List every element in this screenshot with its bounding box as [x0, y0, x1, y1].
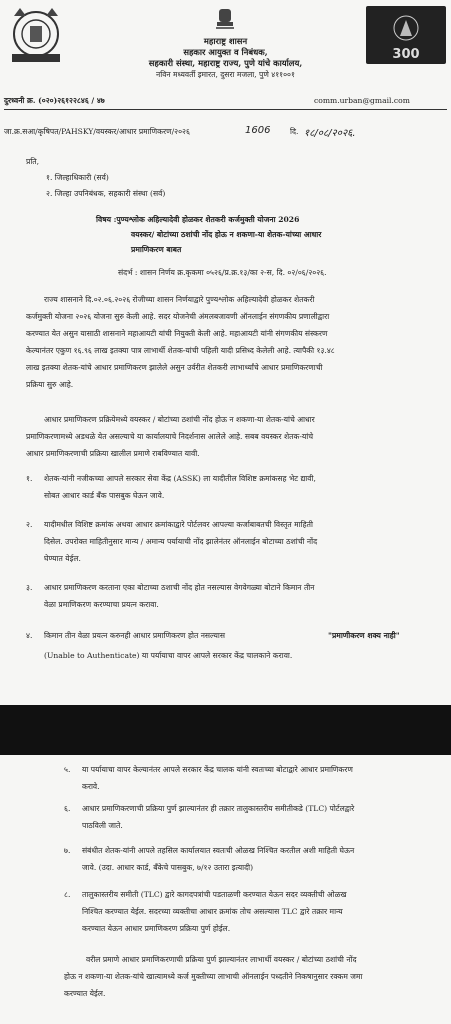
- list-item-line: पाठविली जाते.: [82, 821, 123, 830]
- unable-authenticate-quote: "प्रमाणीकरण शक्य नाही": [328, 631, 400, 640]
- phone-number: दुरध्वनी क्र. (०२०)२६१२२८४६ / ४७: [4, 96, 105, 105]
- para2-line: प्रमाणिकरणामध्ये अडथळे येत असल्याचे या कार्यालयाचे निदर्शनास आलेले आहे. सबब वयस्कर शेतक-यांचे: [26, 432, 314, 441]
- handwritten-date: १८/०८/२०२६.: [304, 128, 356, 139]
- letter-page-2: [0, 755, 451, 1024]
- state-emblem-icon: [213, 6, 237, 34]
- list-item-line: करावे.: [82, 782, 100, 791]
- date-label: दि.: [290, 127, 299, 136]
- reference-line: संदर्भ : शासन निर्णय क्र.कृकमा ०५२६/प्र.क्र.१३/का २-स, दि. ०२/०६/२०२६.: [118, 268, 327, 277]
- govt-name: महाराष्ट्र शासन: [203, 36, 248, 46]
- final-para-line: होऊ न शकणा-या शेतक-यांचे खात्यामध्ये कर्ज मुक्तीच्या लाभाची ऑनलाईन पध्दतीने निकषानुसार रक्कम जमा: [64, 972, 363, 981]
- email-link[interactable]: comm.urban@gmail.com: [314, 96, 410, 105]
- list-item-line: जावे. (उदा. आधार कार्ड, बँकेचे पासबुक, ७/१२ उतारा इत्यादी): [82, 863, 254, 872]
- list-item-line: दिसेल. उपरोक्त माहितीनुसार मान्य / अमान्य पर्यायाची नोंद झालेनंतर ऑनलाईन बोटाच्या ठशांची नोंद: [44, 537, 318, 546]
- office-line-2: सहकारी संस्था, महाराष्ट्र राज्य, पुणे यांचे कार्यालय,: [148, 58, 303, 68]
- list-item-number: ४.: [26, 631, 33, 640]
- para1-line: राज्य शासनाने दि.०२.०६.२०२६ रोजीच्या शासन निर्णयाद्वारे पुण्यश्लोक अहिल्यादेवी होळकर शेतकरी: [44, 295, 315, 304]
- list-item-line: यादीमधील विशिष्ट क्रमांक अथवा आधार क्रमांकाद्वारे पोर्टलवर आपल्या कर्जाबाबतची विस्तृत माहिती: [44, 520, 313, 529]
- subject-line-2: वयस्कर/ बोटांच्या ठशांची नोंद होऊ न शकणा-या शेतक-यांच्या आधार: [131, 230, 322, 239]
- para1-line: केल्यानंतर एकुण १६.९६ लाख इतक्या पात्र लाभार्थी शेतक-यांची पहिली यादी प्रसिध्द केलेली आहे. त्यापैकी १३.४८: [26, 346, 335, 355]
- list-item-number: ३.: [26, 583, 33, 592]
- para1-line: प्रक्रिया सुरु आहे.: [26, 380, 74, 389]
- to-label: प्रति,: [26, 157, 40, 166]
- list-item-number: २.: [26, 520, 33, 529]
- list-item-line: निश्चित करण्यात येईल. सदरच्या व्यक्तीचा आधार क्रमांक तोच असल्यास TLC द्वारे तक्रार मान्य: [82, 907, 343, 916]
- list-item-line: तालुकास्तरीय समीती (TLC) द्वारे कागदपत्रांची पडताळणी करण्यात येऊन सदर व्यक्तीची ओळख: [82, 890, 347, 899]
- list-item-line: (Unable to Authenticate) या पर्यायाचा वापर आपले सरकार केंद्र चालकाने करावा.: [44, 651, 293, 660]
- para2-line: आधार प्रमाणिकरणाची प्रक्रिया खालील प्रमाणे राबविण्यात यावी.: [26, 449, 200, 458]
- list-item-line: किमान तीन वेळा प्रयत्न करुनही आधार प्रमाणिकरण होत नसल्यास: [44, 631, 226, 640]
- list-item-line: सोबत आधार कार्ड बँक पासबुक घेऊन जावे.: [44, 491, 165, 500]
- office-line-1: सहकार आयुक्त व निबंधक,: [183, 47, 268, 57]
- handwritten-ref-number: 1606: [245, 125, 271, 136]
- para1-line: लाख इतक्या शेतक-यांचे आधार प्रमाणिकरण झालेले असुन उर्वरीत शेतकरी लाभार्थ्यांचे आधार प्रमाणिकरणाची: [26, 363, 323, 372]
- list-item-line: आधार प्रमाणिकरण करताना एका बोटाच्या ठशाची नोंद होत नसल्यास वेगवेगळ्या बोटाने किमान तीन: [44, 583, 315, 592]
- list-item-number: १.: [26, 474, 33, 483]
- para2-line: आधार प्रमाणिकरण प्रक्रियेमध्ये वयस्कर / बोटांच्या ठशांची नोंद होऊ न शकणा-या शेतक-यांचे आधार: [44, 415, 315, 424]
- subject-line-1: विषय :पुण्यश्लोक अहिल्यादेवी होळकर शेतकरी कर्जमुक्ती योजना 2026: [96, 215, 300, 224]
- list-item-line: घेण्यात येईल.: [44, 554, 81, 563]
- page-separator: [0, 705, 451, 755]
- anniversary-logo-text: 300: [392, 47, 420, 62]
- header-divider: [4, 109, 447, 110]
- list-item-line: संबंधीत शेतक-यांनी आपले तहसिल कार्यालयात स्वतःची ओळख निश्चित करतील अशी माहिती घेऊन: [82, 846, 355, 855]
- para1-line: कर्जमुक्ती योजना २०२६ योजना सुरु केली आहे. सदर योजनेची अंमलबजावणी ऑनलाईन संगणकीय प्रणालीद्वारा: [26, 312, 330, 321]
- anniversary-logo: [366, 6, 446, 64]
- list-item-line: वेळा प्रमाणिकरण करण्याचा प्रयत्न करावा.: [44, 600, 159, 609]
- recipient-2: २. जिल्हा उपनिबंधक, सहकारी संस्था (सर्व): [46, 189, 166, 198]
- subject-line-3: प्रमाणिकरण बाबत: [131, 245, 182, 254]
- cooperative-crest-logo: [6, 4, 66, 66]
- para1-line: करण्यात येत असुन यासाठी शासनाने महाआयटी यांची नियुक्ती केली आहे. महाआयटी यांनी संगणकीय संस्करण: [26, 329, 328, 338]
- final-para-line: वरील प्रमाणे आधार प्रमाणिकरणाची प्रक्रिया पुर्ण झाल्यानंतर लाभार्थी वयस्कर / बोटांच्या ठशांची नोंद: [86, 955, 357, 964]
- final-para-line: करण्यात येईल.: [64, 989, 106, 998]
- list-item-line: शेतक-यांनी नजीकच्या आपले सरकार सेवा केंद्र (ASSK) ला यादीतील विशिष्ट क्रमांकसह भेट द्यावी,: [44, 474, 316, 483]
- list-item-line: आधार प्रमाणिकरणाची प्रक्रिया पुर्ण झाल्यानंतर ही तक्रार तालुकास्तरीय समीतीकडे (TLC) पोर्टलद्वारे: [82, 804, 355, 813]
- list-item-line: करण्यात येऊन आधार प्रमाणिकरण प्रक्रिया पुर्ण होईल.: [82, 924, 231, 933]
- list-item-number: ८.: [64, 890, 71, 899]
- list-item-number: ६.: [64, 804, 71, 813]
- office-address: नविन मध्यवर्ती इमारत, दुसरा मजला, पुणे ४११००१: [156, 70, 295, 79]
- list-item-number: ५.: [64, 765, 71, 774]
- list-item-line: या पर्यायाचा वापर केल्यानंतर आपले सरकार केंद्र चालक यांनी स्वतःच्या बोटाद्वारे आधार प्रमाणिकरण: [82, 765, 353, 774]
- list-item-number: ७.: [64, 846, 71, 855]
- recipient-1: १. जिल्हाधिकारी (सर्व): [46, 173, 109, 182]
- reference-number: जा.क्र.सआ/कृषिपत/PAHSKY/वयस्कर/आधार प्रमाणिकरण/२०२६: [4, 127, 190, 136]
